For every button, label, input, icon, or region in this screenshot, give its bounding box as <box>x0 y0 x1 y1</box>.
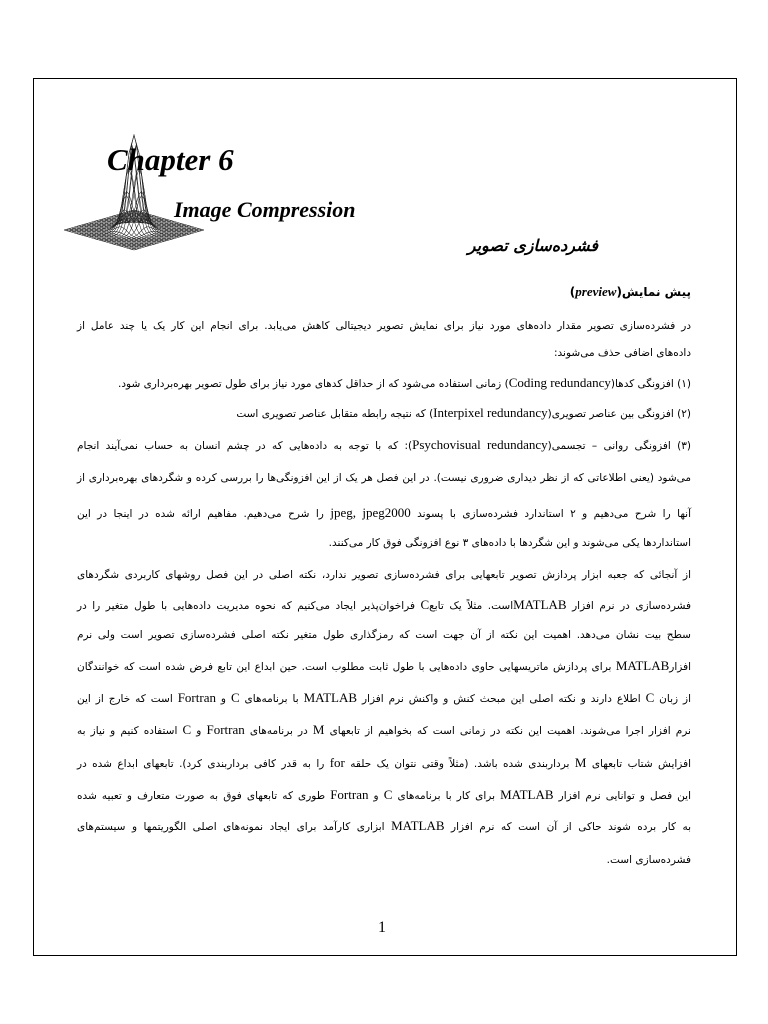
text-run: را به قدر کافی برداربندی کرد). تابعهای ابداع شده در <box>77 758 330 770</box>
text-run: از زبان <box>654 693 692 705</box>
latin-term: C <box>645 690 655 705</box>
text-run: است که خارج از این <box>77 693 178 705</box>
text-run: برای کار با برنامه‌های <box>392 790 501 802</box>
body-line <box>77 658 691 675</box>
latin-term: C <box>383 787 393 802</box>
section-heading-fa: پیش نمایش <box>621 285 691 299</box>
persian-title: فشرده‌سازی تصویر <box>467 236 598 255</box>
text-run: (۲) افزونگی بین عناصر تصویری( <box>547 408 691 420</box>
text-run: نرم افزار اجرا می‌شوند. اهمیت این نکته در زمانی است که بخواهیم از تابعهای <box>324 725 691 737</box>
text-run: افزار <box>669 661 691 673</box>
text-run: افزایش شتاب تابعهای <box>586 758 692 770</box>
text-run: فراخوان‌پذیر ایجاد می‌کنیم که نحوه مدیریت داده‌هایی با طول متغیر را در <box>77 600 421 612</box>
latin-term: MATLAB <box>303 690 358 705</box>
text-run: برای پردازش ماتریسهایی حاوی داده‌هایی با طول ثابت مطلوب است. حین ابداع این تابع فرض شده است که خوانندگان <box>77 661 616 673</box>
latin-term: C <box>230 690 240 705</box>
text-run: (۳) افزونگی روانی – تجسمی( <box>547 440 691 452</box>
latin-term: Fortran <box>206 722 245 737</box>
text-run: ) زمانی استفاده می‌شود که از حداقل کدهای مورد نیاز برای طول تصویر بهره‌برداری شود. <box>118 378 509 390</box>
text-run: است. مثلاً یک تابع <box>429 600 514 612</box>
section-heading: پیش نمایش(preview) <box>569 284 691 299</box>
chapter-subtitle: Image Compression <box>174 197 356 222</box>
chapter-heading: Chapter 6 <box>107 142 234 177</box>
body-line <box>77 437 691 454</box>
latin-term: MATLAB <box>513 597 567 612</box>
body-line <box>77 597 691 614</box>
text-run: و <box>215 693 231 705</box>
text-run: به کار برده شوند حاکی از آن است که نرم افزار <box>444 821 691 833</box>
body-line <box>77 318 691 334</box>
latin-term: for <box>329 755 345 770</box>
body-line <box>77 787 691 804</box>
latin-term: Fortran <box>177 690 216 705</box>
text-run: ابزاری کارآمد برای ایجاد نمونه‌های اصلی الگوریتمها و سیستم‌های <box>77 821 392 833</box>
latin-term: M <box>312 722 325 737</box>
body-line <box>77 690 691 707</box>
latin-term: Psychovisual redundancy <box>412 437 548 452</box>
text-run: فشرده‌سازی در نرم افزار <box>566 600 691 612</box>
latin-term: Fortran <box>330 787 369 802</box>
body-line <box>77 852 691 868</box>
text-run: و <box>368 790 384 802</box>
body-line <box>77 627 691 643</box>
text-run: ) که نتیجه رابطه متقابل عناصر تصویری است <box>236 408 434 420</box>
text-run: ): که با توجه به داده‌هایی که در چشم انسان به حساب نمی‌آیند انجام <box>77 440 413 452</box>
latin-term: C <box>182 722 192 737</box>
latin-term: C <box>420 597 430 612</box>
text-run: با برنامه‌های <box>239 693 304 705</box>
body-line <box>77 470 691 486</box>
latin-term: Interpixel redundancy <box>433 405 548 420</box>
body-line <box>77 818 691 835</box>
body-line <box>77 722 691 739</box>
text-run: استانداردها یکی می‌شوند و این شگردها با داده‌های ۳ نوع افزونگی فوق کار می‌کنند. <box>328 537 691 549</box>
latin-term: M <box>574 755 587 770</box>
body-line <box>77 375 691 392</box>
text-run: می‌شود (یعنی اطلاعاتی که از نظر دیداری ضروری نیست). در این فصل هر یک از این افزونگی‌ها را بررسی کرده و شگردهای بهره‌برداری از <box>77 472 691 484</box>
text-run: از آنجائی که جعبه ابزار پردازش تصویر تابعهایی برای فشرده‌سازی تصویر ندارد، نکته اصلی در این فصل روشهای کاربردی شگردهای <box>77 569 691 581</box>
text-run: و <box>191 725 207 737</box>
body-line <box>77 567 691 583</box>
section-heading-en: preview <box>575 284 617 299</box>
page-number: 1 <box>378 919 386 936</box>
text-run: را شرح می‌دهیم. مفاهیم ارائه شده در اینجا در این <box>77 508 331 520</box>
latin-term: MATLAB <box>615 658 670 673</box>
text-run: طوری که تابعهای فوق به صورت متعارف و تعبیه شده <box>77 790 331 802</box>
body-line <box>77 405 691 422</box>
body-line <box>77 755 691 772</box>
latin-term: MATLAB <box>500 787 554 802</box>
text-run: در فشرده‌سازی تصویر مقدار داده‌های مورد نیاز برای نمایش تصویر دیجیتالی کاهش می‌یابد. برای انجام این کار یک یا چند عامل از <box>77 320 691 332</box>
text-run: برداربندی شده باشد. (مثلاً وقتی نتوان یک حلقه <box>344 758 575 770</box>
text-run: در برنامه‌های <box>244 725 313 737</box>
body-line <box>77 535 691 551</box>
text-run: سطح بیت نشان می‌دهد. اهمیت این نکته از آن جهت است که رمزگذاری طول متغیر نکته اصلی فشرده‌سازی تصویر است ولی نرم <box>77 629 691 641</box>
text-run: داده‌های اضافی حذف می‌شوند: <box>554 347 691 359</box>
text-run: آنها را شرح می‌دهیم و ۲ استاندارد فشرده‌سازی با پسوند <box>410 508 691 520</box>
latin-term: Coding redundancy <box>508 375 611 390</box>
body-line <box>77 505 691 522</box>
text-run: (۱) افزونگی کدها( <box>610 378 691 390</box>
text-run: این فصل و توانایی نرم افزار <box>553 790 692 802</box>
text-run: فشرده‌سازی است. <box>606 854 691 866</box>
latin-term: MATLAB <box>391 818 445 833</box>
body-line <box>77 345 691 361</box>
latin-term: jpeg, jpeg2000 <box>330 505 411 520</box>
text-run: اطلاع دارند و نکته اصلی این مبحث کنش و واکنش نرم افزار <box>357 693 646 705</box>
text-run: استفاده کنیم و نیاز به <box>77 725 183 737</box>
